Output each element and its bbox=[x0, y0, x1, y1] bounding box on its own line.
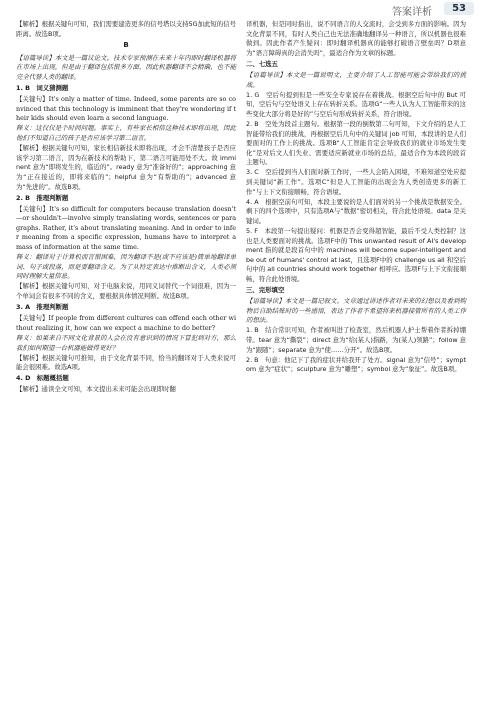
left-paragraph: 【关键句】If people from different cultures can offend each other without realizing it, how can we expect a machine to do better? bbox=[16, 314, 236, 332]
left-paragraph: 释义：翻译对于计算机而言很困难，因为翻译不是(或不应该是)简单地翻译单词、句子或段落，而是要翻译含义。为了从特定表达中推断出含义，人类必须同时理解大量信息。 bbox=[16, 253, 236, 281]
right-paragraph: 2. B 空处为段首主题句。根据第一段的倒数第二句可知，下文介绍的是人工智能带给我们的挑战，再根据空后几句中的关键词 job 可知，本段讲的是人们要面对的工作上的挑战。选项B“人工智能肯定会导致我们的就业市场发生变化”是对后文人们失业、需要适应新就业市场的总结，最适合作为本段的段首主题句。 bbox=[246, 119, 466, 167]
right-paragraph: 5. F 本段第一句提出疑问：机器是否会变得超智能，最后不受人类控制？这也是人类要面对的挑战。选项F中的 This unwanted result of AI's development 指的就是段首句中的 machines will become super-intelligent and be out of humans' control at last，且选项F中的 challenge us all 和空后句中的 all countries should work together 相呼应。选项F与上下文衔接顺畅，符合此处语境。 bbox=[246, 226, 466, 283]
left-paragraph: 1. B 词义猜测题 bbox=[16, 84, 69, 93]
page-number: 53 bbox=[444, 2, 474, 15]
right-paragraph: 译机器，但是同时指出，说不同语言的人交流时，会受到多方面的影响。因为文化背景不同，有时人类自己也无法准确地翻译另一种语言，所以机器也很难做到。因此作者产生疑问：即时翻译机器真的能够打破语言壁垒吗？D项意为“语言障碍真的会消失吗”，最适合作为文章的标题。 bbox=[246, 20, 466, 57]
right-paragraph: 3. C 空后提到当人们面对新工作时，一些人会陷入困境，不难知道空处应提到关键词“新工作”。选项C“但是人工智能的出现会为人类创造更多的新工作”与上下文衔接顺畅，符合语境。 bbox=[246, 168, 466, 196]
left-paragraph: 【语篇导读】本文是一篇议论文。技术专家预测在未来十年内即时翻译机器将在市场上出现，但是由于翻译包括很多方面，因此机器翻译不会精确，也不能完全代替人类的翻译。 bbox=[16, 53, 236, 81]
left-paragraph: 【关键句】It's only a matter of time. Indeed, some parents are so convinced that this technology is imminent that they're wondering if their kids should even learn a second language. bbox=[16, 95, 236, 123]
left-paragraph: 2. B 推理判断题 bbox=[16, 193, 69, 202]
left-paragraph: 释义：这仅仅是个时间问题。事实上，有些家长相信这种技术即将出现，因此他们不知道自己的孩子是否应该学习第二语言。 bbox=[16, 124, 236, 143]
right-paragraph: 1. B 结合常识可知，作者被叫进了检查室，然后机器人护士帮着作者拆掉绷带。tear 意为“撕裂”；direct 意为“给(某人)指路，为(某人)领路”；follow 意为“跟随”；separate 意为“使……分开”。故选B项。 bbox=[246, 326, 467, 354]
left-paragraph: B bbox=[123, 41, 129, 50]
left-paragraph: 释义：如果来自不同文化背景的人会在没有意识到的情况下冒犯到对方，那么我们如何期望一台机器能做得更好？ bbox=[16, 333, 236, 352]
right-paragraph: 4. A 根据空前句可知，本段主要说的是人们面对的另一个挑战是数据安全。剩下的四个选项中，只有选项A与“数据”密切相关，符合此处语境。data 是关键词。 bbox=[246, 197, 466, 225]
header-label: 答案详析 bbox=[392, 7, 432, 18]
left-paragraph: 【解析】根据关键句可知，家长相信新技术即将出现，才会不清楚孩子是否应该学习第二语言，因为在新技术的帮助下，第二语言可能用处不大。故 imminent 意为“即将发生的，临近的”。ready 意为“准备好的”；approaching 意为“正在接近的，即将来临的”；helpful 意为“有帮助的”；advanced 意为“先进的”。故选B项。 bbox=[16, 144, 236, 191]
right-column bbox=[246, 20, 466, 375]
left-paragraph: 【解析】根据关键句可知，我们需要建造更多的信号塔以支持5G加此短的信号距离。故选B项。 bbox=[16, 20, 236, 38]
page-header bbox=[0, 0, 480, 18]
left-paragraph: 【解析】通读全文可知，本文提出未来可能会出现即时翻 bbox=[16, 385, 176, 394]
left-paragraph: 4. D 标题概括题 bbox=[16, 374, 69, 383]
right-paragraph: 1. G 空后句提到但是一些安全专家说存在着挑战。根据空后句中的 But 可知，空后句与空处语义上存在转折关系。选项G“一些人认为人工智能带来的这些变化大部分将是好的”与空后句形成转折关系，符合语境。 bbox=[246, 90, 466, 118]
left-paragraph: 【解析】根据关键句可知，对于电脑来说，用同义词替代一个词很难，因为一个单词会有很多不同的含义，要根据具体情况判断。故选B项。 bbox=[16, 282, 236, 301]
right-paragraph: 2. B 句意：他记下了我的症状并给我开了处方。signal 意为“信号”；symptom 意为“症状”；sculpture 意为“雕塑”；symbol 意为“象征”。故选B项。 bbox=[246, 355, 466, 374]
left-column bbox=[16, 20, 236, 395]
right-paragraph: 【语篇导读】本文是一篇说明文，主要介绍了人工智能可能会带给我们的挑战。 bbox=[246, 70, 466, 89]
right-paragraph: 二、七选五 bbox=[246, 59, 278, 68]
left-paragraph: 【关键句】It's so difficult for computers because translation doesn't—or shouldn't—involve simply translating words, sentences or paragraphs. Rather, it's about translating meaning. And in order to infer meaning from a specific expression, humans have to interpret a mass of information at the same time. bbox=[16, 204, 236, 252]
left-paragraph: 3. A 推理判断题 bbox=[16, 303, 69, 312]
left-paragraph: 【解析】根据关键句可推知，由于文化背景不同，恰当的翻译对于人类来说可能会很困难。故选A项。 bbox=[16, 353, 236, 372]
right-paragraph: 【语篇导读】本文是一篇记叙文。文章通过讲述作者对未来的幻想以及看到购物后自助结账时的一些感悟，表达了作者不希望将来机器接管所有的人类工作的想法。 bbox=[246, 297, 466, 325]
right-paragraph: 三、完形填空 bbox=[246, 286, 285, 295]
